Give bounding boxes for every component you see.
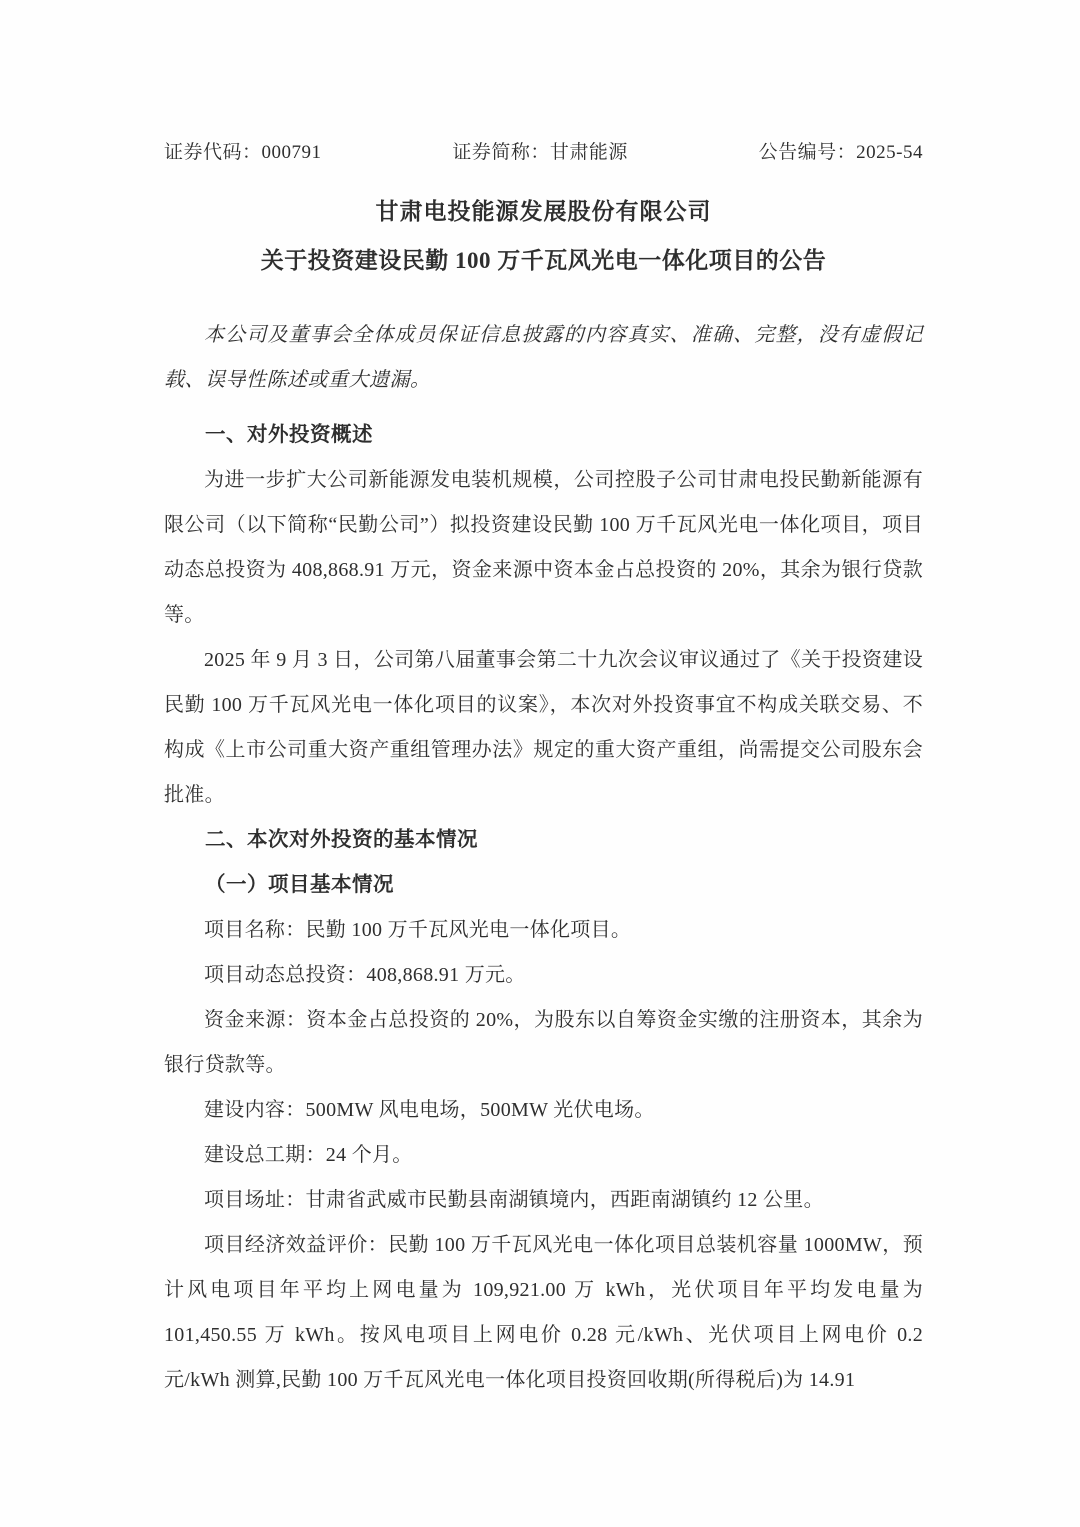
section-2-1-subheading: （一）项目基本情况 bbox=[205, 874, 394, 896]
item-construction-content: 建设内容：500MW 风电电场，500MW 光伏电场。 bbox=[204, 1099, 655, 1121]
board-disclaimer: 本公司及董事会全体成员保证信息披露的内容真实、准确、完整，没有虚假记载、误导性陈述或重大遗漏。 bbox=[164, 324, 923, 391]
document-header-row bbox=[164, 140, 923, 166]
section-2-heading: 二、本次对外投资的基本情况 bbox=[205, 829, 478, 851]
item-economic-evaluation: 项目经济效益评价：民勤 100 万千瓦风光电一体化项目总装机容量 1000MW，预计风电项目年平均上网电量为 109,921.00 万 kWh，光伏项目年平均发电量为 101,450.55 万 kWh。按风电项目上网电价 0.28 元/kWh、光伏项目上网电价 0.2 元/kWh 测算,民勤 100 万千瓦风光电一体化项目投资回收期(所得税后)为 14.91 bbox=[164, 1234, 923, 1391]
section-1-paragraph-1: 为进一步扩大公司新能源发电装机规模，公司控股子公司甘肃电投民勤新能源有限公司（以下简称“民勤公司”）拟投资建设民勤 100 万千瓦风光电一体化项目，项目动态总投资为 408,868.91 万元，资金来源中资本金占总投资的 20%，其余为银行贷款等。 bbox=[164, 469, 923, 626]
item-project-site: 项目场址：甘肃省武威市民勤县南湖镇境内，西距南湖镇约 12 公里。 bbox=[204, 1189, 824, 1211]
section-1-heading: 一、对外投资概述 bbox=[205, 424, 373, 446]
announcement-number: 公告编号：2025-54 bbox=[758, 142, 923, 163]
item-total-investment: 项目动态总投资：408,868.91 万元。 bbox=[204, 964, 526, 986]
section-1-paragraph-2: 2025 年 9 月 3 日，公司第八届董事会第二十九次会议审议通过了《关于投资建设民勤 100 万千瓦风光电一体化项目的议案》，本次对外投资事宜不构成关联交易、不构成《上市公司重大资产重组管理办法》规定的重大资产重组，尚需提交公司股东会批准。 bbox=[164, 649, 923, 806]
item-funding-source: 资金来源：资本金占总投资的 20%，为股东以自筹资金实缴的注册资本，其余为银行贷款等。 bbox=[164, 1009, 923, 1076]
stock-short-name: 证券简称：甘肃能源 bbox=[452, 142, 628, 163]
company-title: 甘肃电投能源发展股份有限公司 bbox=[375, 199, 712, 224]
item-project-name: 项目名称：民勤 100 万千瓦风光电一体化项目。 bbox=[204, 919, 632, 941]
item-construction-period: 建设总工期：24 个月。 bbox=[204, 1144, 413, 1166]
stock-code: 证券代码：000791 bbox=[164, 142, 322, 163]
announcement-title: 关于投资建设民勤 100 万千瓦风光电一体化项目的公告 bbox=[260, 248, 827, 273]
